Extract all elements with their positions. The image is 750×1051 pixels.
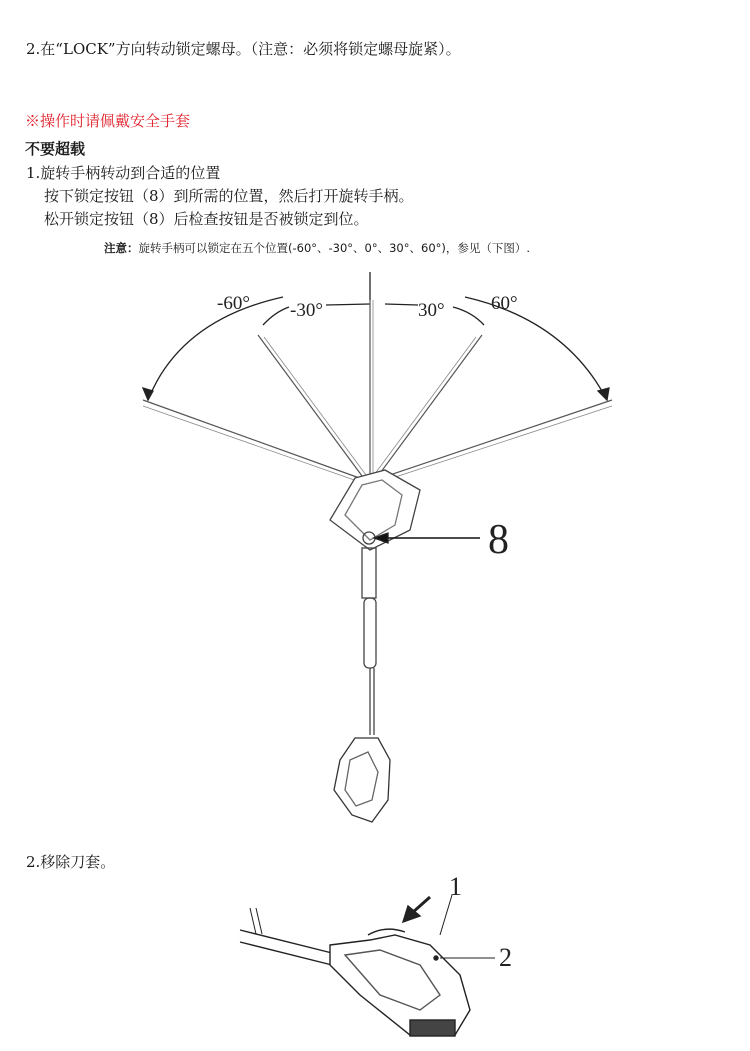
arc-plus-30 <box>453 307 484 325</box>
instruction-press-lock-button: 按下锁定按钮（8）到所需的位置，然后打开旋转手柄。 <box>44 187 414 205</box>
callout-1: 1 <box>449 875 462 901</box>
remove-sheath-figure <box>0 875 750 1051</box>
angle-label-minus-30: -30° <box>290 300 323 321</box>
angle-label-minus-60: -60° <box>217 293 250 314</box>
callout-8: 8 <box>488 517 509 563</box>
section-heading: 不要超载 <box>25 140 86 158</box>
note-body: 旋转手柄可以锁定在五个位置(-60°、-30°、0°、30°、60°)，参见（下图）. <box>138 241 531 255</box>
angle-label-30: 30° <box>418 300 445 321</box>
instruction-lock-nut: 2.在“LOCK”方向转动锁定螺母。（注意：必须将锁定螺母旋紧）。 <box>26 40 461 58</box>
note-positions <box>104 240 530 256</box>
angle-label-60: 60° <box>491 293 518 314</box>
arc-plus-60 <box>465 297 607 400</box>
note-label: 注意： <box>104 241 139 255</box>
instruction-rotate-handle: 1.旋转手柄转动到合适的位置 <box>26 164 221 182</box>
instruction-remove-sheath: 2.移除刀套。 <box>26 853 116 871</box>
arc-minus-30 <box>263 307 289 325</box>
handle-rotation-figure <box>0 260 750 840</box>
arc-minus-60 <box>148 297 283 400</box>
safety-warning: ※操作时请佩戴安全手套 <box>25 112 191 130</box>
instruction-release-lock-button: 松开锁定按钮（8）后检查按钮是否被锁定到位。 <box>44 210 369 228</box>
callout-2: 2 <box>499 943 512 972</box>
